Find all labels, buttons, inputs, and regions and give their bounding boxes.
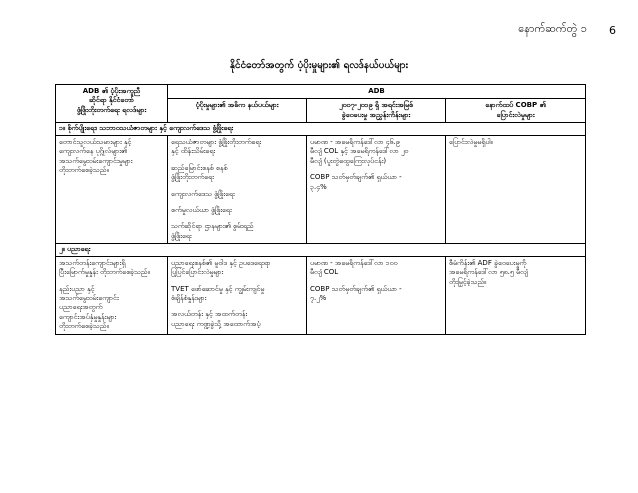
focus-area-cell: ပညာရေးစနစ်၏ မူဝါဒ နှင့် ဥပဒေရေးရာ ပြုပြင်ပြောင်းလဲမှုများ TVET ဖော်ဆောင်မှု နှင့် ကျွမ်းကျင်မှု စံချိန်စံနှုန်းများ အလယ်တန်း နှင့် အထက်တန်း ပညာရေး ကဏ္ဍခွဲသို့ အထောက်အပံ့ [168, 256, 307, 334]
allocation-cell: ပမာဏ - အမေရိကန်ဒေါ်လာ ၁၀၀ မီလျံ COL COBP သတ်မှတ်ချက်၏ ရှယ်ယာ - ၇.၂% [307, 256, 446, 334]
adb-header: ADB [168, 85, 586, 99]
changes-cell: စီမံကိန်း၏ ADF ခွဲဝေပေးမှုကို အမေရိကန်ဒေါ်လာ ၅၈.၅ မီလျံ တိုးမြှင့်ခဲ့သည်။ [446, 256, 586, 334]
col4-header: နောက်ထပ် COBP ၏ ပြောင်းလဲမှုများ [446, 99, 586, 123]
results-table [55, 84, 586, 335]
table-row [56, 256, 586, 334]
col2-header: ပံ့ပိုးမှုများ၏ အဓိက နယ်ပယ်များ [168, 99, 307, 123]
page-header [518, 22, 616, 38]
table-row [56, 135, 586, 244]
appendix-label: နောက်ဆက်တွဲ ၁ [518, 22, 587, 35]
col1-header: ADB ၏ ပံ့ပိုးအကူညီ ဆိုင်ရာ နိုင်ငံတော် ဖွံ့ဖြိုးတိုးတက်ရေး ရလဒ်များ [56, 85, 168, 123]
col3-header: ၂၀၀၇-၂၀၁၉ ရှိ အရင်းအမြစ် ခွဲဝေပေးမှု အညွှန်းကိန်းများ [307, 99, 446, 123]
page-number: 6 [609, 23, 616, 37]
outcome-cell: အသက်တန်းကျောင်းများရှိ ပြီးမြောက်မှုနှုန်း တိုးတက်စေခဲ့သည်။ နည်းပညာ နှင့် အသက်မွေးဝမ်းကျောင်း ပညာရေးအတွက် ကျောင်းအပ်နှံမှုနှုန်းများ တိုးတက်စေခဲ့သည်။ [56, 256, 168, 334]
allocation-cell: ပမာဏ - အမေရိကန်ဒေါ်လာ ၄၆.၉ မီလျံ COL နှင့် အမေရိကန်ဒေါ်လာ ၂၀ မီလျံ (ပူးတွဲထွေကြေးလုပ်ငန်း) COBP သတ်မှတ်ချက်၏ ရှယ်ယာ - ၃.၄% [307, 135, 446, 244]
outcome-cell: တောင်သူလယ်သမားများ နှင့် ကျေးလက်နေ ပုဂ္ဂိုလ်များ၏ အသက်မွေးဝမ်းကျောင်းမှုများ တိုးတက်စေခဲ့သည်။ [56, 135, 168, 244]
focus-area-cell: ရေသယံဇာတများ ဖွံ့ဖြိုးတိုးတက်ရေး နှင့် ထိန်းသိမ်းရေး ဆည်မြောင်းစနစ် စနစ် ဖွံ့ဖြိုးတိုးတက်ရေး ကျေးလက်ဒေသ ဖွံ့ဖြိုးရေး စက်မှုလယ်ယာ ဖွံ့ဖြိုးရေး သက်ဆိုင်ရာ ဌာနများ၏ စွမ်းရည် ဖွံ့ဖြိုးရေး [168, 135, 307, 244]
table-header-row-1 [56, 85, 586, 99]
section-heading-education: ၂။ ပညာရေး [56, 244, 586, 256]
document-title: နိုင်ငံတော်အတွက် ပံ့ပိုးမှုများ၏ ရလဒ်နယ်ပယ်များ [229, 60, 409, 71]
changes-cell: ပြောင်းလဲမှုမရှိပါ။ [446, 135, 586, 244]
section-heading-agriculture: ၁။ စိုက်ပျိုးရေး၊ သဘာဝသယံဇာတများ နှင့် ကျေးလက်ဒေသ ဖွံ့ဖြိုးရေး [56, 123, 586, 135]
